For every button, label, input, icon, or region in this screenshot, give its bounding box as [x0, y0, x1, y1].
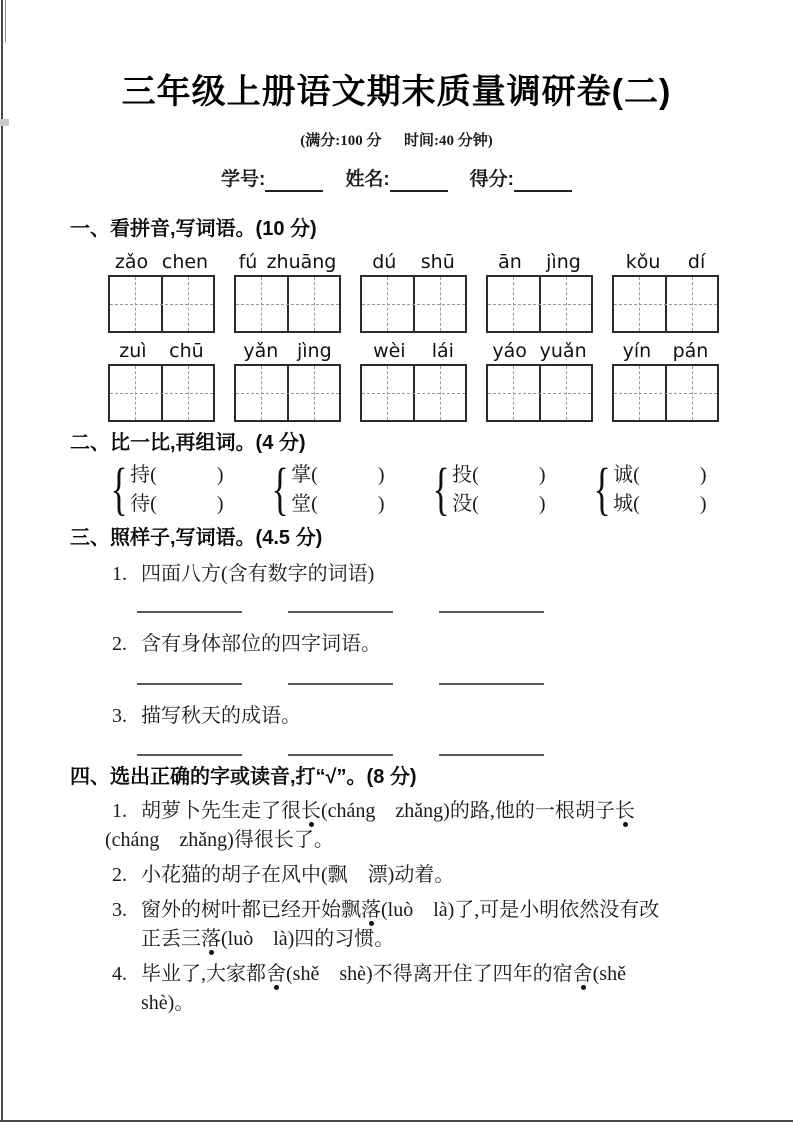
pair-top: 持( ) [130, 463, 224, 486]
choice-item-1 [105, 797, 793, 855]
pair-bottom: 堂( ) [291, 492, 385, 515]
field-student-number [221, 169, 323, 192]
pinyin-syllable: wèi [373, 339, 406, 362]
brace-glyph: { [593, 457, 611, 522]
grid-cell [110, 277, 161, 331]
scan-edge-left-line-2 [5, 0, 6, 42]
item-text: 含有身体部位的四字词语。 [141, 632, 381, 655]
example-item-2 [112, 630, 793, 659]
emphasis-char: 落 [361, 898, 381, 921]
text-segment: (cháng zhǎng)得很长了。 [105, 828, 334, 851]
text-segment: (shě shè)不得离开住了四年的宿 [286, 962, 573, 985]
grid-cell [110, 366, 161, 420]
section-1-heading: 一、看拼音,写词语。(10 分) [70, 217, 317, 240]
grid-cell [413, 366, 466, 420]
answer-blank-line [288, 611, 393, 613]
pinyin-syllable: dú [372, 250, 397, 273]
pinyin-syllable: yuǎn [539, 339, 587, 362]
grid-cell [236, 277, 287, 331]
pinyin-syllable: chen [161, 250, 209, 273]
item-text-line [105, 826, 793, 855]
pinyin-label [108, 251, 215, 274]
field-blank-line [390, 174, 448, 192]
answer-blank-line [137, 611, 242, 613]
pinyin-syllable: pán [672, 339, 709, 362]
answer-blank-row [137, 611, 793, 613]
section-2-heading: 二、比一比,再组词。(4 分) [70, 431, 306, 454]
field-label: 姓名: [345, 169, 390, 191]
item-number: 2. [112, 863, 127, 886]
pinyin-label [612, 251, 719, 274]
exam-subtitle: (满分:100 分 时间:40 分钟) [300, 133, 493, 150]
writing-grid-box [108, 275, 215, 333]
text-segment: 窗外的树叶都已经开始飘 [141, 898, 361, 921]
field-label: 得分: [469, 169, 514, 191]
grid-cell [287, 366, 340, 420]
item-text-line [141, 960, 793, 989]
writing-grid-box [612, 364, 719, 422]
grid-cell [413, 277, 466, 331]
pinyin-label [108, 340, 215, 363]
brace-glyph: { [110, 457, 128, 522]
answer-blank-line [439, 683, 544, 685]
grid-cell [614, 366, 665, 420]
item-number: 3. [112, 898, 127, 921]
emphasis-char: 舍 [266, 962, 286, 985]
text-segment: (cháng zhǎng)的路,他的一根胡子 [321, 799, 615, 822]
item-number: 1. [112, 799, 127, 822]
pair-top: 诚( ) [613, 463, 707, 486]
writing-grid-box [234, 364, 341, 422]
field-name [345, 169, 447, 192]
grid-cell [287, 277, 340, 331]
pinyin-label [234, 251, 341, 274]
answer-blank-line [439, 754, 544, 756]
item-text-line [141, 861, 793, 890]
brace-glyph: { [432, 457, 450, 522]
pinyin-row-1 [108, 251, 793, 274]
writing-grid-box [108, 364, 215, 422]
answer-blank-line [288, 754, 393, 756]
grid-cell [539, 277, 592, 331]
pinyin-label [360, 340, 467, 363]
page-title: 三年级上册语文期末质量调研卷(二) [121, 73, 672, 111]
text-segment: 胡萝卜先生走了很 [141, 799, 301, 822]
pinyin-label [612, 340, 719, 363]
choice-item-4 [112, 960, 793, 1018]
scan-edge-left-line [1, 0, 3, 1122]
writing-grid-box [234, 275, 341, 333]
answer-blank-row [137, 754, 793, 756]
pinyin-syllable: zhuāng [266, 250, 337, 273]
compare-pair [109, 457, 270, 522]
pair-bottom: 待( ) [130, 492, 224, 515]
pinyin-syllable: zuì [119, 339, 147, 362]
pinyin-syllable: ān [498, 250, 522, 273]
emphasis-char: 舍 [572, 962, 593, 985]
emphasis-char: 长 [301, 799, 321, 822]
compare-pair [431, 457, 592, 522]
answer-blank-line [137, 754, 242, 756]
grid-cell [488, 277, 539, 331]
grid-cell [362, 277, 413, 331]
pinyin-row-2 [108, 340, 793, 363]
field-blank-line [265, 174, 323, 192]
grid-cell [665, 366, 718, 420]
text-segment: 正丢三 [141, 927, 201, 950]
scan-edge-smudge [0, 119, 9, 126]
writing-box-row-1 [108, 275, 793, 333]
section-4-heading: 四、选出正确的字或读音,打“√”。(8 分) [70, 765, 417, 788]
pair-top: 投( ) [452, 463, 546, 486]
field-blank-line [514, 174, 572, 192]
field-label: 学号: [221, 169, 266, 191]
item-number: 2. [112, 632, 127, 655]
item-number: 3. [112, 704, 127, 727]
pinyin-syllable: fú [238, 250, 258, 273]
example-item-3 [112, 702, 793, 731]
pinyin-syllable: jìng [546, 250, 581, 273]
pinyin-syllable: dí [687, 250, 706, 273]
writing-grid-box [360, 275, 467, 333]
pinyin-label [486, 340, 593, 363]
text-segment: shè)。 [141, 991, 195, 1014]
pinyin-syllable: kǒu [625, 250, 661, 273]
pinyin-syllable: yín [622, 339, 652, 362]
choice-item-3 [112, 896, 793, 954]
grid-cell [161, 277, 214, 331]
student-info-row [0, 169, 793, 192]
text-segment: (luò là)四的习惯。 [221, 927, 395, 950]
text-segment: (shě [592, 962, 626, 985]
item-text: 四面八方(含有数字的词语) [141, 562, 375, 585]
compare-pair [270, 457, 431, 522]
pinyin-syllable: yǎn [243, 339, 279, 362]
writing-grid-box [486, 275, 593, 333]
pair-top: 掌( ) [291, 463, 385, 486]
text-segment: 毕业了,大家都 [141, 962, 266, 985]
emphasis-char: 落 [201, 927, 221, 950]
answer-blank-line [288, 683, 393, 685]
text-segment: 小花猫的胡子在风中(飘 漂)动着。 [141, 863, 455, 886]
field-score [470, 169, 572, 192]
writing-grid-box [360, 364, 467, 422]
choice-item-2 [112, 861, 793, 890]
answer-blank-row [137, 683, 793, 685]
pinyin-syllable: chū [169, 339, 204, 362]
writing-box-row-2 [108, 364, 793, 422]
grid-cell [161, 366, 214, 420]
grid-cell [665, 277, 718, 331]
text-segment: (luò là)了,可是小明依然没有改 [381, 898, 660, 921]
emphasis-char: 长 [614, 799, 635, 822]
example-item-1 [112, 560, 793, 589]
writing-grid-box [486, 364, 593, 422]
item-text-line [141, 896, 793, 925]
pinyin-syllable: zǎo [114, 250, 149, 273]
pinyin-syllable: jìng [296, 339, 332, 362]
pinyin-syllable: shū [420, 250, 455, 273]
answer-blank-line [439, 611, 544, 613]
grid-cell [236, 366, 287, 420]
pinyin-syllable: yáo [492, 339, 527, 362]
pinyin-label [234, 340, 341, 363]
item-text: 描写秋天的成语。 [141, 704, 301, 727]
item-number: 1. [112, 562, 127, 585]
compare-pairs-row [109, 457, 793, 522]
pair-bottom: 没( ) [452, 492, 546, 515]
section-3-heading: 三、照样子,写词语。(4.5 分) [70, 526, 323, 549]
grid-cell [362, 366, 413, 420]
grid-cell [488, 366, 539, 420]
item-number: 4. [112, 962, 127, 985]
pinyin-syllable: lái [431, 339, 454, 362]
writing-grid-box [612, 275, 719, 333]
compare-pair [592, 457, 753, 522]
grid-cell [539, 366, 592, 420]
answer-blank-line [137, 683, 242, 685]
item-text-line [141, 989, 793, 1018]
item-text-line [141, 925, 793, 954]
grid-cell [614, 277, 665, 331]
brace-glyph: { [271, 457, 289, 522]
item-text-line [141, 797, 793, 826]
pair-bottom: 城( ) [613, 492, 707, 515]
pinyin-label [486, 251, 593, 274]
pinyin-label [360, 251, 467, 274]
